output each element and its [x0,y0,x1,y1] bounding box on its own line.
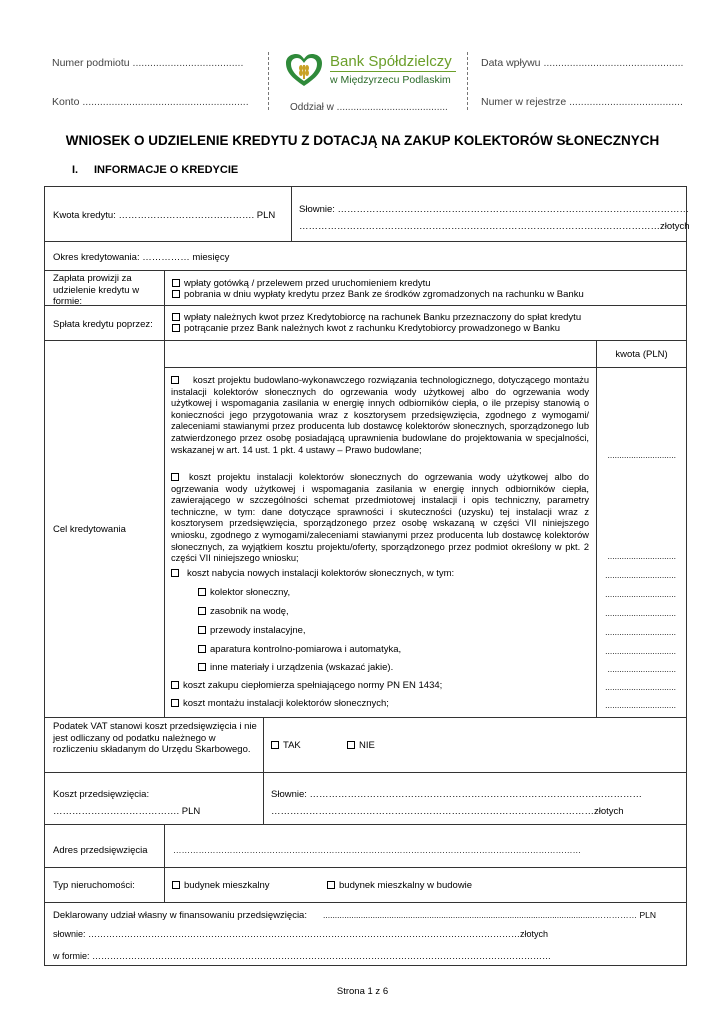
cel-label-cell [44,340,165,718]
kwota-zasobnik[interactable]: .............................. [605,608,676,618]
vat-option-nie[interactable]: NIE [347,740,375,752]
udzial-forma-input[interactable]: w formie: ……………………………………………………………………………………………………………………………………… [53,951,552,961]
checkbox-icon[interactable] [171,569,179,577]
section-heading: I. INFORMACJE O KREDYCIE [72,164,239,176]
checkbox-icon[interactable] [172,881,180,889]
adres-label: Adres przedsięwzięcia [53,845,148,856]
checkbox-icon[interactable] [271,741,279,749]
cel-sub-przewody[interactable]: przewody instalacyjne, [198,625,306,637]
kwota-aparatura[interactable]: .............................. [605,646,676,656]
header-divider-left [268,52,269,110]
vat-option-tak[interactable]: TAK [271,740,301,752]
splata-options-cell [164,305,687,341]
prowizja-option-gotowka[interactable]: wpłaty gotówką / przelewem przed uruchomieniem kredytu [172,278,431,290]
cel-sub-kolektor[interactable]: kolektor słoneczny, [198,587,290,599]
okres-input[interactable]: Okres kredytowania: …………… miesięcy [53,252,230,263]
checkbox-icon[interactable] [198,645,206,653]
kwota-montaz[interactable]: .............................. [605,700,676,710]
koszt-slownie-cell [263,772,687,825]
bank-logo [284,50,464,94]
checkbox-icon[interactable] [198,663,206,671]
checkbox-icon[interactable] [172,313,180,321]
prowizja-options-cell [164,270,687,306]
typ-label-cell [44,867,165,903]
checkbox-icon[interactable] [198,607,206,615]
page-number: Strona 1 z 6 [336,986,389,997]
udzial-cell [44,902,687,966]
kwota-przewody[interactable]: .............................. [605,627,676,637]
cel-sub-inne[interactable]: inne materiały i urządzenia (wskazać jakie). [198,662,393,674]
koszt-slownie-input[interactable]: Słownie: …………………………………………………………………………………………… [271,789,643,800]
cel-header-blank [164,340,597,368]
checkbox-icon[interactable] [198,588,206,596]
kwota-pln-header-cell [596,340,687,368]
prowizja-label-cell [44,270,165,306]
vat-label-cell [44,717,264,773]
udzial-label: Deklarowany udział własny w finansowaniu przedsięwzięcia: [53,910,307,921]
adres-label-cell [44,824,165,868]
cel-sub-aparatura[interactable]: aparatura kontrolno-pomiarowa i automatyka, [198,644,401,656]
checkbox-icon[interactable] [171,681,179,689]
splata-label: Spłata kredytu poprzez: [53,319,153,330]
splata-label-cell [44,305,165,341]
kwota-input[interactable]: Kwota kredytu: ……………………………………. PLN [53,210,276,221]
bank-logo-icon [284,52,324,88]
kwota-cell [44,186,292,242]
koszt-input[interactable]: …………………………………. PLN [53,806,201,817]
koszt-label: Koszt przedsięwzięcia: [53,789,150,800]
vat-label: Podatek VAT stanowi koszt przedsięwzięcia i nie jest odliczany od podatku należnego w rozliczeniu składanym do Urzędu Skarbowego. [53,721,257,755]
kwota-cieplomierz[interactable]: .............................. [605,682,676,692]
cel-item-projekt-instalacji[interactable]: koszt projektu instalacji kolektorów słonecznych do ogrzewania wody użytkowej albo do ogrzewania wody użytkowej i wspomagania zasilania w energię innych odbiorników ciepła, zawierającego w szczególności schemat przedmiotowej instalacji i opis techniczny, parametry techniczne, w tym: dane dotyczące sprawności i skuteczności (uzysku) tej instalacji wraz z kosztorysem przedsięwzięcia, sporządzonego przez osobę wskazaną w części VII niniejszego wniosku, zgodnego z wymogami/zaleceniami stawianymi przez producenta lub dostawcę kolektorów słonecznych, za wyjątkiem kosztu projektu/oferty, sporządzonego przez podmiot określony w pkt. 2 części VII niniejszego wniosku; [171,472,589,564]
bank-city: w Międzyrzecu Podlaskim [330,74,451,86]
bank-logo-rule [330,71,456,72]
checkbox-icon[interactable] [347,741,355,749]
cel-item-nabycie[interactable]: koszt nabycia nowych instalacji kolektorów słonecznych, w tym: [171,568,454,580]
kwota-projekt-budowlany[interactable]: ............................. [607,450,676,460]
checkbox-icon[interactable] [172,324,180,332]
typ-option-w-budowie[interactable]: budynek mieszkalny w budowie [327,880,472,892]
udzial-input[interactable]: ...................................................................................................................…………… PLN [323,910,656,920]
form-title: WNIOSEK O UDZIELENIE KREDYTU Z DOTACJĄ NA ZAKUP KOLEKTORÓW SŁONECZNYCH [65,133,660,148]
cel-items-cell [164,367,597,718]
typ-options-cell [164,867,687,903]
oddzial-field[interactable]: Oddział w ........................................ [290,102,448,113]
splata-option-wplaty[interactable]: wpłaty należnych kwot przez Kredytobiorcę na rachunek Banku przeznaczony do spłat kredytu [172,312,581,324]
kwota-projekt-instalacji[interactable]: ............................. [607,551,676,561]
cel-label: Cel kredytowania [53,524,126,535]
kwota-slownie-input-2[interactable]: ……………………………………………………………………………………………………złotych [299,221,690,232]
kwota-pln-header: kwota (PLN) [615,349,668,360]
data-wplywu-field[interactable]: Data wpływu ................................................ [481,57,684,69]
kwota-nabycie[interactable]: .............................. [605,570,676,580]
splata-option-potracanie[interactable]: potrącanie przez Bank należnych kwot z rachunku Kredytobiorcy prowadzonego w Banku [172,323,560,335]
header-divider-right [467,52,468,110]
checkbox-icon[interactable] [171,376,179,384]
prowizja-option-pobranie[interactable]: pobrania w dniu wypłaty kredytu przez Bank ze środków zgromadzonych na rachunku w Banku [172,289,584,301]
adres-input[interactable]: ……………………………………………………………………………………………………………………………… [173,845,581,855]
checkbox-icon[interactable] [327,881,335,889]
numer-w-rejestrze-field[interactable]: Numer w rejestrze ....................................... [481,96,683,108]
kwota-slownie-input[interactable]: Słownie: ………………………………………………………………………………………………… [299,204,690,215]
kwota-kolektor[interactable]: .............................. [605,589,676,599]
typ-label: Typ nieruchomości: [53,880,135,891]
cel-amounts-cell [596,367,687,718]
koszt-slownie-input-2[interactable]: …………………………………………………………………………………………złotych [271,806,624,817]
cel-item-cieplomierz[interactable]: koszt zakupu ciepłomierza spełniającego normy PN EN 1434; [171,680,442,692]
numer-podmiotu-field[interactable]: Numer podmiotu ...................................... [52,57,244,69]
kwota-slownie-cell [291,186,690,242]
adres-value-cell [164,824,687,868]
koszt-cell [44,772,264,825]
konto-field[interactable]: Konto ......................................................... [52,96,249,108]
cel-item-projekt-budowlany[interactable]: koszt projektu budowlano-wykonawczego rozwiązania technologicznego, dotyczącego montażu instalacji kolektorów słonecznych do ogrzewania wody użytkowej albo do ogrzewania wody użytkowej i wspomagania zasilania w energię innych odbiorników ciepła, o ile przepisy stanowią o konieczności jego przygotowania wraz z kosztorysem przedsięwzięcia, zgodnego z wymogami/ zaleceniami stawianymi przez producenta lub dostawcę kolektorów słonecznych, sporządzonego lub zatwierdzonego przez osobę posiadającą uprawnienia budowlane do projektowania w specjalności, wskazanej w art. 14 ust. 1 pkt. 4 ustawy – Prawo budowlane; [171,375,589,455]
cel-item-montaz[interactable]: koszt montażu instalacji kolektorów słonecznych; [171,698,389,710]
checkbox-icon[interactable] [172,279,180,287]
prowizja-label: Zapłata prowizji za udzielenie kredytu w formie: [53,273,140,307]
typ-option-mieszkalny[interactable]: budynek mieszkalny [172,880,270,892]
okres-cell [44,241,687,271]
kwota-inne[interactable]: ............................. [607,664,676,674]
bank-name: Bank Spółdzielczy [330,53,452,70]
checkbox-icon[interactable] [172,290,180,298]
cel-sub-zasobnik[interactable]: zasobnik na wodę, [198,606,289,618]
udzial-slownie-input[interactable]: słownie: ………………………………………………………………………………………………………………………………złotych [53,929,549,939]
vat-options-cell [263,717,687,773]
checkbox-icon[interactable] [171,699,179,707]
checkbox-icon[interactable] [198,626,206,634]
checkbox-icon[interactable] [171,473,179,481]
